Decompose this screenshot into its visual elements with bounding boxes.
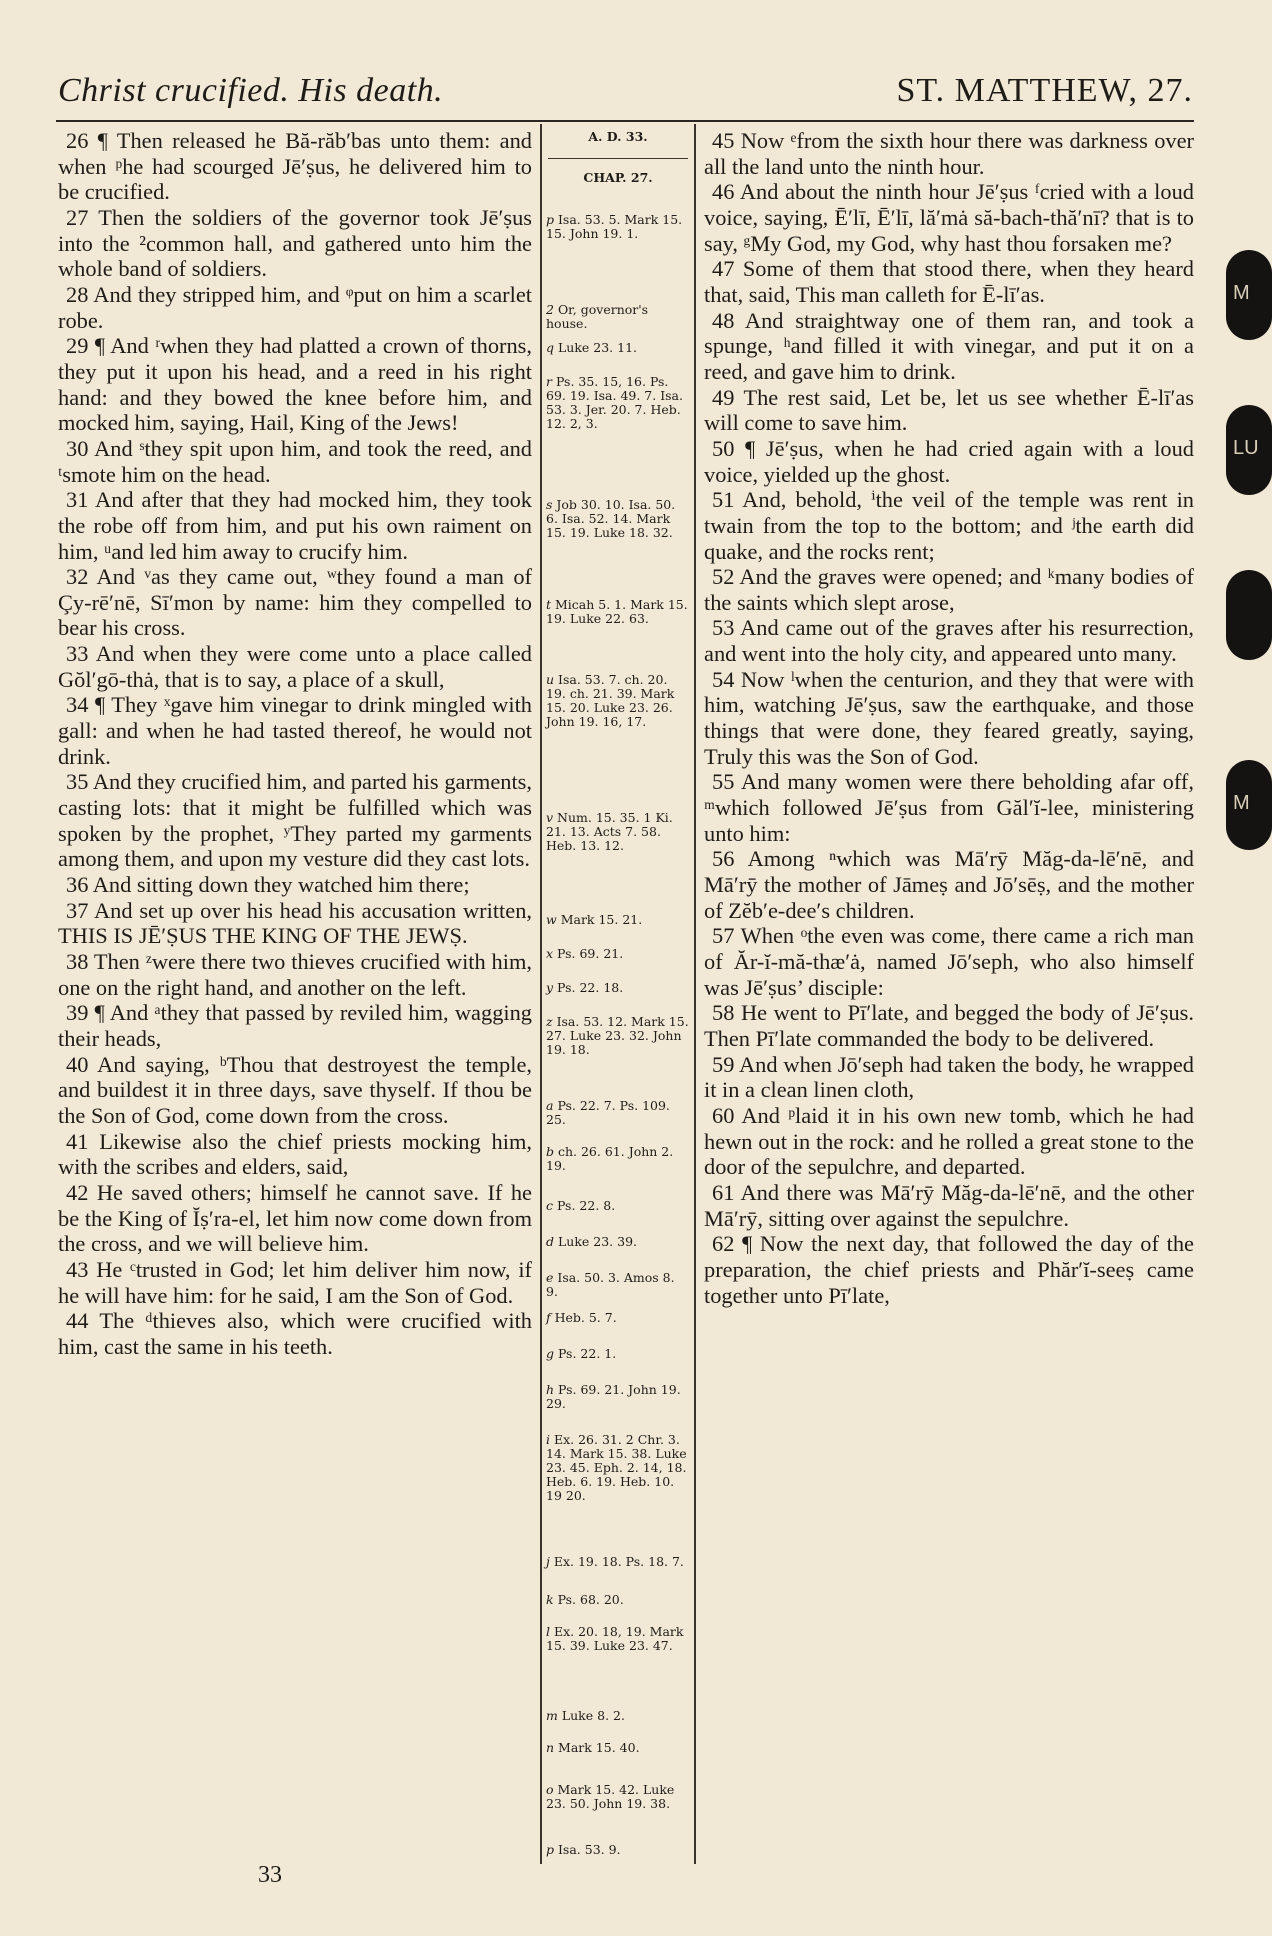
verse-49: 49 The rest said, Let be, let us see whether Ē-lī′as will come to save him.: [704, 384, 1194, 436]
cross-reference: [546, 1383, 690, 1411]
verse-57: 57 When ᵒthe even was come, there came a rich man of Ăr-ĭ-mă-thæ′ȧ, named Jō′seph, who also himself was Jē′ṣus’ disciple:: [704, 923, 1194, 1000]
cross-reference: [546, 811, 690, 853]
cross-reference: [546, 1271, 690, 1299]
verse-46: 46 And about the ninth hour Jē′ṣus ᶠcried with a loud voice, saying, Ē′lī, Ē′lī, lă′mȧ să-bach-thă′nī? that is to say, ᵍMy God, my God, why hast thou forsaken me?: [704, 179, 1194, 256]
cross-reference: [546, 1783, 690, 1811]
thumb-index-label: M: [1233, 792, 1250, 814]
reference-text: Ps. 68. 20.: [557, 1592, 624, 1607]
margin-references: [546, 129, 690, 1857]
reference-text: Ps. 22. 8.: [556, 1198, 616, 1213]
verse-29: 29 ¶ And ʳwhen they had platted a crown of thorns, they put it upon his head, and a reed in his right hand: and they bowed the knee before him, and mocked him, saying, Hail, King of the Jews!: [58, 333, 532, 436]
verse-52: 52 And the graves were opened; and ᵏmany bodies of the saints which slept arose,: [704, 564, 1194, 615]
verse-61: 61 And there was Mā′rȳ Măg-da-lē′nē, and the other Mā′rȳ, sitting over against the sepulchre.: [704, 1179, 1194, 1231]
reference-letter: l: [546, 1624, 554, 1639]
cross-reference: [546, 981, 690, 995]
cross-reference: [546, 1199, 690, 1213]
reference-text: Mark 15. 40.: [558, 1740, 640, 1755]
verse-43: 43 He ᶜtrusted in God; let him deliver him now, if he will have him: for he said, I am the Son of God.: [58, 1256, 532, 1308]
verse-36: 36 And sitting down they watched him there;: [66, 872, 470, 898]
verse-47: 47 Some of them that stood there, when they heard that, said, This man calleth for Ē-lī′as.: [704, 256, 1194, 307]
cross-reference: [546, 1347, 690, 1361]
reference-text: Ps. 69. 21.: [557, 946, 624, 961]
cross-reference: [546, 341, 690, 355]
verse-56: 56 Among ⁿwhich was Mā′rȳ Măg-da-lē′nē, and Mā′rȳ the mother of Jāmeṣ and Jō′sēṣ, and the mother of Zĕb′e-dee′s children.: [704, 846, 1194, 923]
reference-letter: w: [546, 912, 561, 927]
reference-text: Ps. 69. 21. John 19. 29.: [546, 1382, 681, 1411]
verse-42: 42 He saved others; himself he cannot save. If he be the King of Ĭṣ′ra-el, let him now come down from the cross, and we will believe him.: [58, 1179, 532, 1257]
reference-letter: d: [546, 1234, 558, 1249]
verse-55: 55 And many women were there beholding afar off, ᵐwhich followed Jē′ṣus from Găl′ĭ-lee, ministering unto him:: [704, 769, 1194, 846]
column-divider-left: [540, 124, 542, 1864]
cross-reference: [546, 375, 690, 431]
verse-53: 53 And came out of the graves after his resurrection, and went into the holy city, and appeared unto many.: [704, 615, 1194, 667]
reference-letter: c: [546, 1198, 557, 1213]
cross-reference: [546, 1555, 690, 1569]
reference-letter: q: [546, 340, 558, 355]
reference-letter: p: [546, 212, 558, 227]
verse-54: 54 Now ˡwhen the centurion, and they that were with him, watching Jē′ṣus, saw the earthquake, and those things that were done, they feared greatly, saying, Truly this was the Son of God.: [704, 666, 1194, 769]
reference-letter: m: [546, 1708, 562, 1723]
reference-letter: n: [546, 1740, 559, 1755]
reference-letter: s: [546, 497, 557, 512]
reference-text: Micah 5. 1. Mark 15. 19. Luke 22. 63.: [546, 597, 688, 626]
cross-reference: [546, 673, 690, 729]
reference-text: Ps. 22. 7. Ps. 109. 25.: [546, 1098, 670, 1127]
cross-reference: [546, 213, 690, 241]
reference-text: Isa. 53. 9.: [557, 1842, 621, 1857]
verse-34: 34 ¶ They ˣgave him vinegar to drink mingled with gall: and when he had tasted thereof, he would not drink.: [58, 692, 532, 769]
verse-27: 27 Then the soldiers of the governor took Jē′ṣus into the ²common hall, and gathered unto him the whole band of soldiers.: [58, 204, 532, 282]
reference-text: Isa. 53. 7. ch. 20. 19. ch. 21. 39. Mark 15. 20. Luke 23. 26. John 19. 16, 17.: [546, 672, 675, 729]
verse-26: 26 ¶ Then released he Bă-răb′bas unto them: and when ᵖhe had scourged Jē′ṣus, he delivered him to be crucified.: [58, 128, 532, 205]
reference-text: Isa. 53. 12. Mark 15. 27. Luke 23. 32. John 19. 18.: [546, 1014, 689, 1057]
reference-text: Num. 15. 35. 1 Ki. 21. 13. Acts 7. 58. Heb. 13. 12.: [546, 810, 673, 853]
verse-62: 62 ¶ Now the next day, that followed the day of the preparation, the chief priests and Phăr′ĭ-seeṣ came together unto Pī′late,: [704, 1231, 1194, 1308]
reference-letter: u: [546, 672, 559, 687]
cross-reference: [546, 303, 690, 331]
page-number: 33: [258, 1862, 282, 1888]
cross-reference: [546, 1099, 690, 1127]
reference-letter: i: [546, 1432, 554, 1447]
chapter-label: CHAP. 27.: [548, 158, 688, 185]
cross-reference: [546, 1235, 690, 1249]
verse-59: 59 And when Jō′seph had taken the body, he wrapped it in a clean linen cloth,: [704, 1051, 1194, 1103]
reference-letter: b: [546, 1144, 558, 1159]
reference-text: Ex. 19. 18. Ps. 18. 7.: [553, 1554, 684, 1569]
verse-45: 45 Now ᵉfrom the sixth hour there was darkness over all the land unto the ninth hour.: [704, 128, 1194, 179]
reference-letter: e: [546, 1270, 558, 1285]
cross-reference: [546, 498, 690, 540]
reference-text: Isa. 50. 3. Amos 8. 9.: [546, 1270, 675, 1299]
reference-text: Luke 23. 11.: [557, 340, 638, 355]
running-head-right: ST. MATTHEW, 27.: [896, 72, 1193, 109]
verse-50: 50 ¶ Jē′ṣus, when he had cried again with a loud voice, yielded up the ghost.: [704, 435, 1194, 487]
reference-text: Isa. 53. 5. Mark 15. 15. John 19. 1.: [546, 212, 683, 241]
reference-letter: r: [546, 374, 556, 389]
thumb-index-label: M: [1233, 282, 1250, 304]
cross-reference: [546, 598, 690, 626]
verse-48: 48 And straightway one of them ran, and took a spunge, ʰand filled it with vinegar, and put it on a reed, and gave him to drink.: [704, 307, 1194, 384]
reference-letter: z: [546, 1014, 557, 1029]
verse-38: 38 Then ᶻwere there two thieves crucified with him, one on the right hand, and another on the left.: [58, 949, 532, 1000]
reference-text: Ex. 20. 18, 19. Mark 15. 39. Luke 23. 47.: [546, 1624, 684, 1653]
verse-32: 32 And ᵛas they came out, ʷthey found a man of Çy-rē′nē, Sī′mon by name: him they compelled to bear his cross.: [58, 564, 532, 641]
cross-reference: [546, 1593, 690, 1607]
cross-reference: [546, 1145, 690, 1173]
verse-35: 35 And they crucified him, and parted his garments, casting lots: that it might be fulfilled which was spoken by the prophet, ʸThey parted my garments among them, and upon my vesture did they cast lots.: [58, 769, 532, 872]
reference-text: Luke 23. 39.: [557, 1234, 638, 1249]
cross-reference: [546, 913, 690, 927]
verse-33: 33 And when they were come unto a place called Gŏl′gō-thȧ, that is to say, a place of a skull,: [58, 641, 532, 692]
cross-reference: [546, 1843, 690, 1857]
verse-30: 30 And ˢthey spit upon him, and took the reed, and ᵗsmote him on the head.: [58, 435, 532, 487]
reference-letter: k: [546, 1592, 558, 1607]
reference-text: Ps. 35. 15, 16. Ps. 69. 19. Isa. 49. 7. Isa. 53. 3. Jer. 20. 7. Heb. 12. 2, 3.: [546, 374, 683, 431]
reference-letter: g: [546, 1346, 558, 1361]
verse-51: 51 And, behold, ⁱthe veil of the temple was rent in twain from the top to the bottom; and ʲthe earth did quake, and the rocks rent;: [704, 487, 1194, 564]
reference-text: Job 30. 10. Isa. 50. 6. Isa. 52. 14. Mark 15. 19. Luke 18. 32.: [546, 497, 676, 540]
reference-letter: h: [546, 1382, 559, 1397]
reference-text: Ex. 26. 31. 2 Chr. 3. 14. Mark 15. 38. Luke 23. 45. Eph. 2. 14, 18. Heb. 6. 19. Heb. 10. 19 20.: [546, 1432, 687, 1503]
reference-letter: p: [546, 1842, 558, 1857]
verse-28: 28 And they stripped him, and ᵠput on him a scarlet robe.: [58, 281, 532, 333]
thumb-index-label: LU: [1233, 437, 1259, 459]
column-divider-right: [694, 124, 696, 1864]
reference-letter: t: [546, 597, 555, 612]
verse-60: 60 And ᵖlaid it in his own new tomb, which he had hewn out in the rock: and he rolled a great stone to the door of the sepulchre, and departed.: [704, 1102, 1194, 1180]
reference-text: Heb. 5. 7.: [554, 1310, 617, 1325]
right-text-column: [704, 128, 1194, 1308]
reference-text: Mark 15. 42. Luke 23. 50. John 19. 38.: [546, 1782, 675, 1811]
verse-37: 37 And set up over his head his accusation written, THIS IS JĒ′ṢUS THE KING OF THE JEWṢ.: [58, 897, 532, 949]
reference-letter: f: [546, 1310, 555, 1325]
cross-reference: [546, 1625, 690, 1653]
verse-40: 40 And saying, ᵇThou that destroyest the temple, and buildest it in three days, save thyself. If thou be the Son of God, come down from the cross.: [58, 1051, 532, 1128]
reference-text: Or, governor's house.: [546, 302, 649, 331]
reference-letter: o: [546, 1782, 558, 1797]
left-text-column: [58, 128, 532, 1360]
reference-letter: y: [546, 980, 558, 995]
year-label: A. D. 33.: [588, 129, 648, 144]
reference-text: ch. 26. 61. John 2. 19.: [546, 1144, 674, 1173]
cross-reference: [546, 1741, 690, 1755]
reference-letter: x: [546, 946, 558, 961]
cross-reference: [546, 1015, 690, 1057]
reference-text: Ps. 22. 18.: [557, 980, 624, 995]
cross-reference: [546, 947, 690, 961]
reference-text: Ps. 22. 1.: [557, 1346, 617, 1361]
reference-text: Luke 8. 2.: [561, 1708, 625, 1723]
cross-reference: [546, 1709, 690, 1723]
verse-39: 39 ¶ And ᵃthey that passed by reviled him, wagging their heads,: [58, 1000, 532, 1051]
verse-44: 44 The ᵈthieves also, which were crucified with him, cast the same in his teeth.: [58, 1308, 532, 1359]
header-rule: [56, 120, 1194, 122]
verse-41: 41 Likewise also the chief priests mocking him, with the scribes and elders, said,: [58, 1128, 532, 1180]
reference-letter: v: [546, 810, 558, 825]
running-head-left: Christ crucified. His death.: [58, 72, 444, 109]
cross-reference: [546, 1311, 690, 1325]
reference-letter: j: [546, 1554, 554, 1569]
cross-reference: [546, 1433, 690, 1503]
verse-58: 58 He went to Pī′late, and begged the body of Jē′ṣus. Then Pī′late commanded the body to be delivered.: [704, 1000, 1194, 1051]
reference-text: Mark 15. 21.: [560, 912, 643, 927]
verse-31: 31 And after that they had mocked him, they took the robe off from him, and put his own raiment on him, ᵘand led him away to crucify him.: [58, 487, 532, 564]
reference-letter: 2: [546, 302, 558, 317]
reference-letter: a: [546, 1098, 558, 1113]
thumb-index-tab[interactable]: [1226, 570, 1272, 660]
